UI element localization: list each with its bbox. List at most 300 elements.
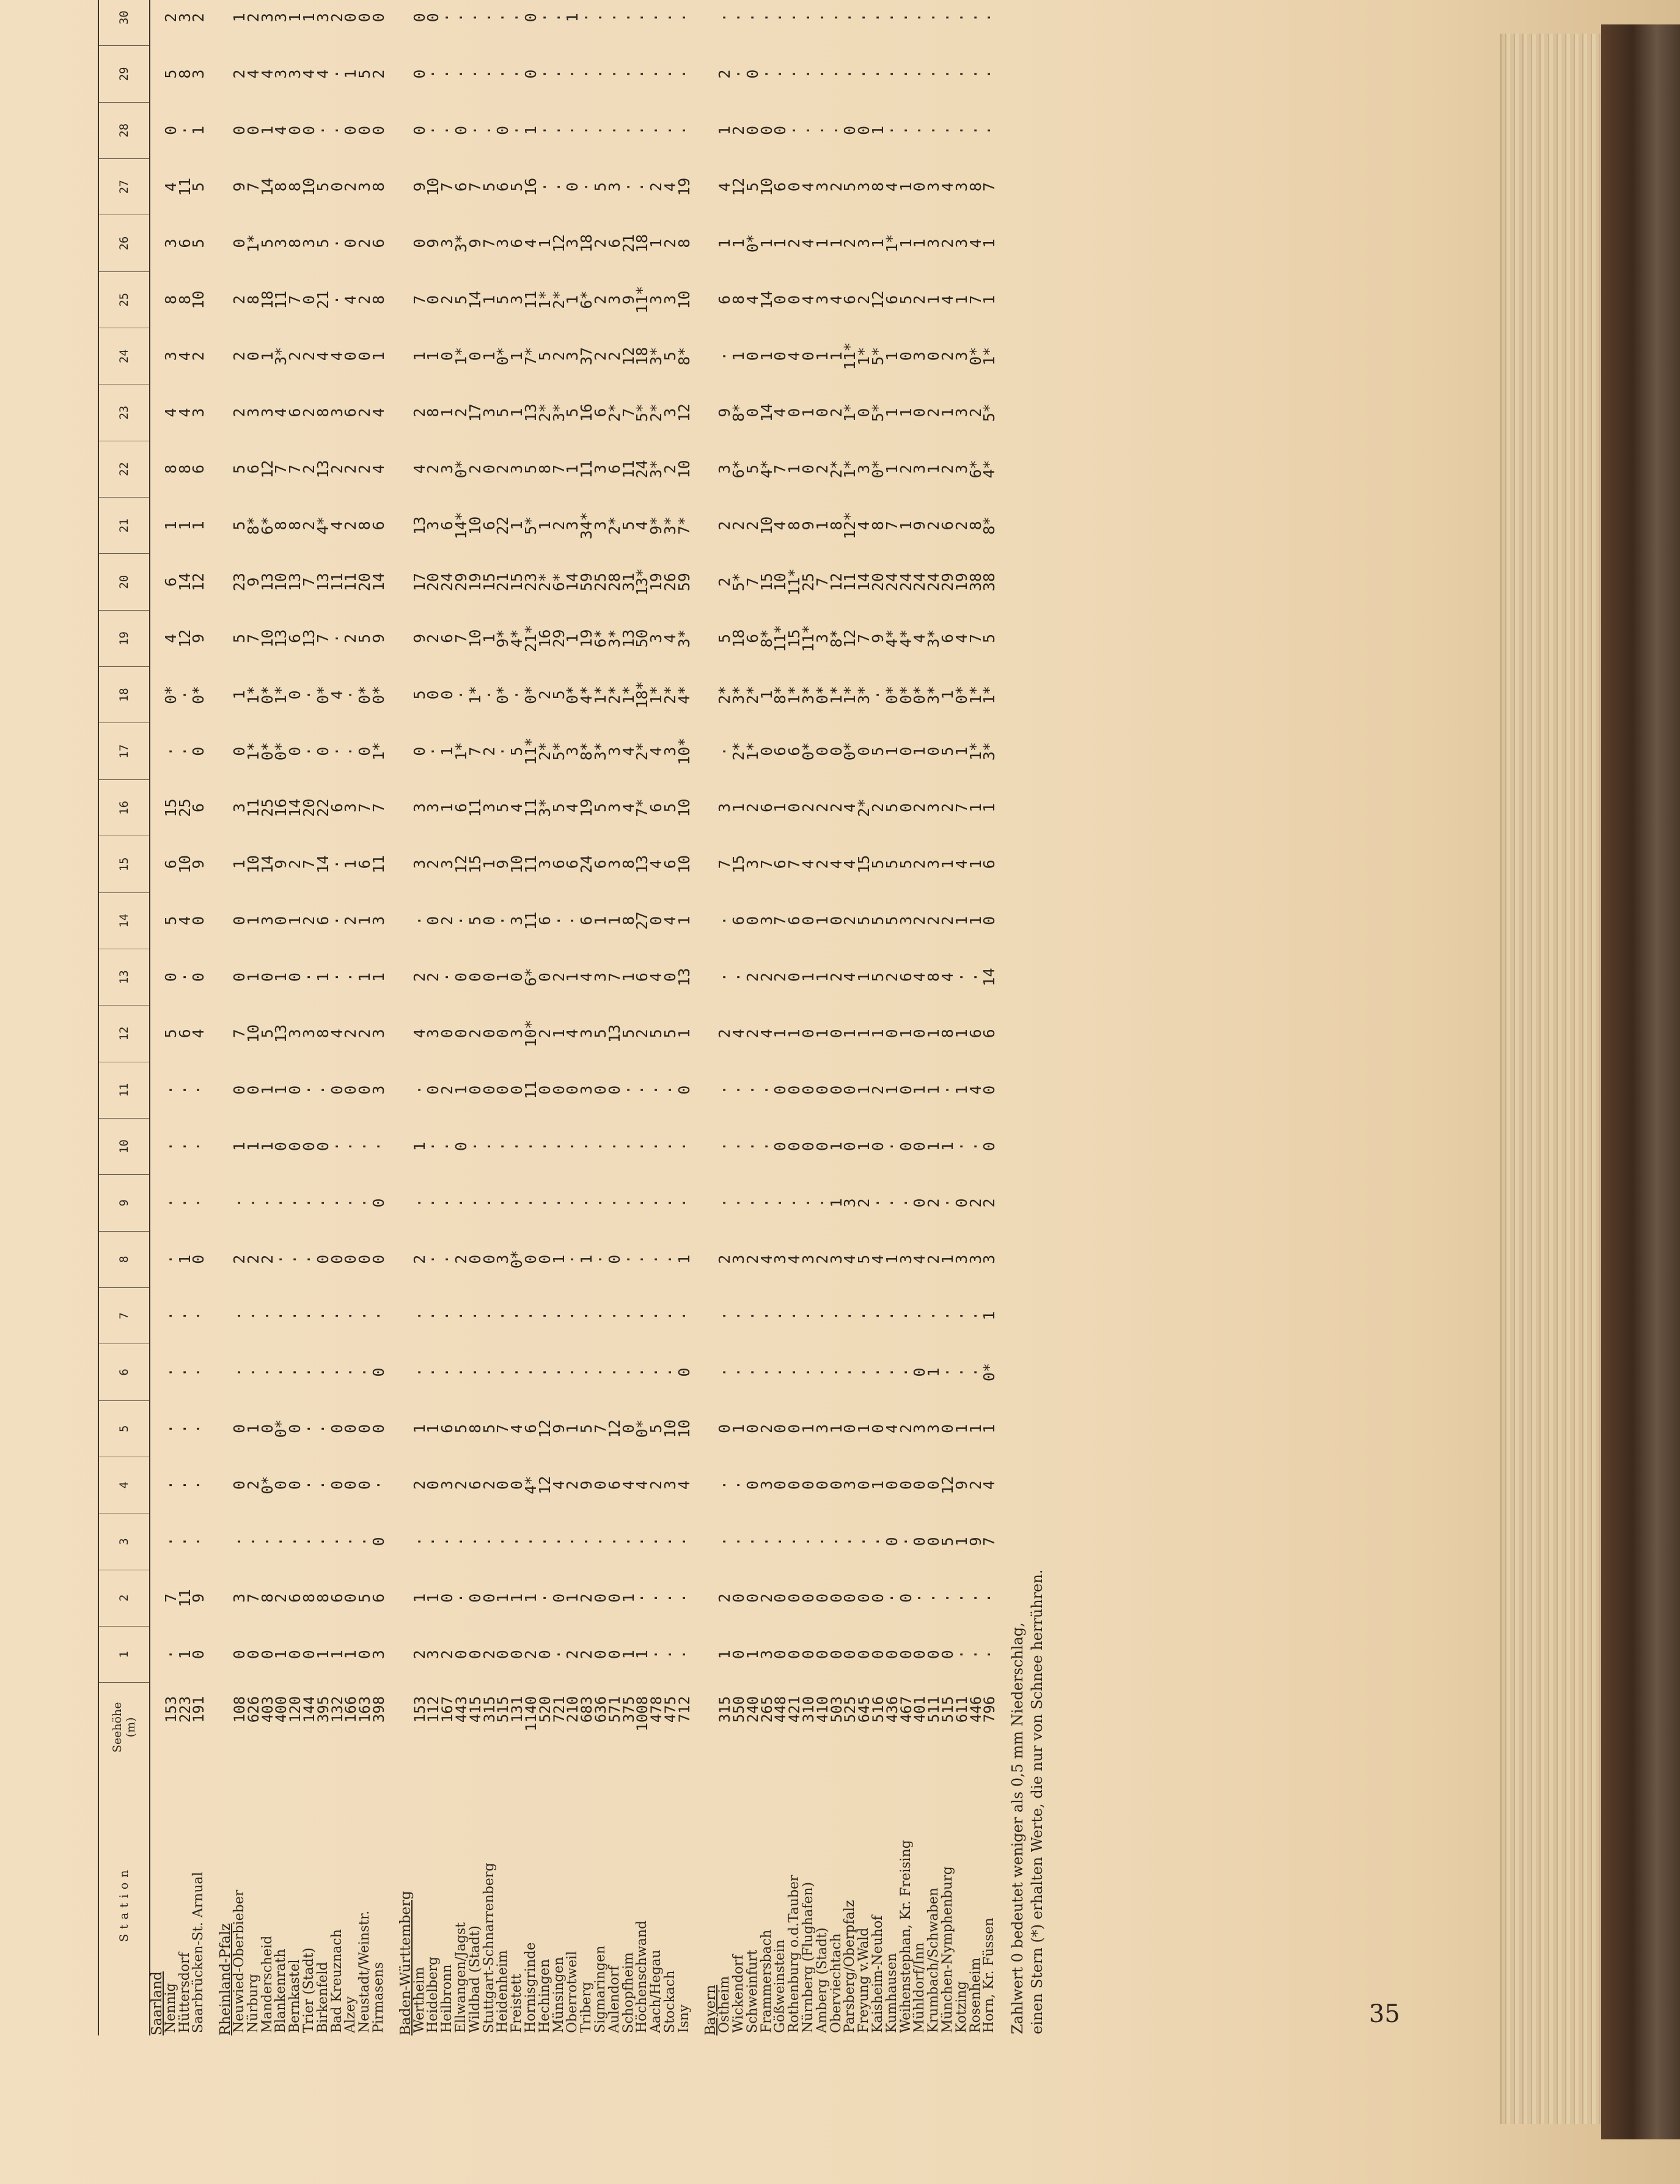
- precipitation-value: 5: [230, 521, 248, 531]
- precipitation-value: ·: [771, 13, 790, 23]
- precipitation-value: 19: [952, 573, 970, 592]
- precipitation-value: 0: [882, 1650, 901, 1660]
- precipitation-value: 0: [466, 1593, 484, 1603]
- precipitation-value: 0: [841, 1424, 859, 1433]
- precipitation-value: 18: [258, 290, 276, 309]
- precipitation-value: 1: [980, 803, 999, 813]
- precipitation-value: 14: [258, 177, 276, 196]
- precipitation-value: ·: [424, 1311, 442, 1321]
- precipitation-value: 0: [494, 1029, 512, 1039]
- station-name: Münsingen: [551, 1957, 567, 2033]
- precipitation-value: ·: [342, 1142, 360, 1152]
- precipitation-value: 1: [356, 916, 374, 925]
- precipitation-value: 1: [494, 1593, 512, 1603]
- precipitation-value: 0: [424, 1480, 442, 1490]
- precipitation-value: 5: [452, 295, 470, 304]
- precipitation-value: ·: [633, 1367, 651, 1377]
- precipitation-value: 0*: [813, 685, 831, 704]
- precipitation-value: ·: [757, 13, 776, 23]
- precipitation-value: 2: [244, 1254, 262, 1264]
- precipitation-value: ·: [939, 1311, 957, 1321]
- precipitation-value: 0: [438, 351, 457, 361]
- precipitation-value: 8: [369, 295, 387, 304]
- precipitation-value: 0: [785, 1650, 804, 1660]
- precipitation-value: ·: [438, 13, 457, 23]
- precipitation-value: ·: [328, 859, 346, 869]
- precipitation-value: 6: [785, 916, 804, 925]
- precipitation-value: 2*: [827, 460, 845, 479]
- precipitation-value: 1: [939, 408, 957, 417]
- precipitation-value: 1: [244, 916, 262, 925]
- day-column-header: 15: [98, 836, 150, 892]
- precipitation-value: 0: [508, 1480, 526, 1490]
- precipitation-value: 38: [980, 573, 999, 592]
- precipitation-value: 11: [369, 855, 387, 873]
- precipitation-value: ·: [438, 1142, 457, 1152]
- precipitation-value: ·: [480, 1537, 498, 1546]
- precipitation-value: 0: [771, 351, 790, 361]
- precipitation-value: 0: [466, 1085, 484, 1095]
- precipitation-value: 1: [356, 973, 374, 982]
- precipitation-value: ·: [661, 1085, 679, 1095]
- precipitation-value: 3: [841, 1480, 859, 1490]
- precipitation-value: 3: [161, 351, 180, 361]
- precipitation-value: 0: [911, 408, 929, 417]
- precipitation-value: 0: [743, 916, 761, 925]
- station-name: Sigmaringen: [592, 1945, 608, 2033]
- precipitation-value: 13: [258, 573, 276, 592]
- precipitation-value: 1: [813, 521, 831, 531]
- precipitation-value: 2: [342, 633, 360, 643]
- precipitation-value: ·: [799, 1537, 818, 1546]
- precipitation-value: 3: [925, 182, 943, 192]
- precipitation-value: 8: [272, 182, 290, 192]
- precipitation-value: 6*: [966, 460, 985, 479]
- precipitation-value: ·: [619, 1537, 637, 1546]
- precipitation-value: 0: [258, 1424, 276, 1433]
- station-height: 131: [508, 1696, 526, 1723]
- precipitation-value: ·: [730, 1367, 748, 1377]
- station-name: Aulendorf: [606, 1965, 622, 2033]
- precipitation-value: 2: [258, 1254, 276, 1264]
- precipitation-value: ·: [175, 1085, 194, 1095]
- station-height: 112: [425, 1696, 442, 1723]
- day-column-header: 16: [98, 779, 150, 836]
- precipitation-value: ·: [619, 1198, 637, 1208]
- table-row: [913, 0, 927, 2035]
- precipitation-value: 1: [897, 408, 915, 417]
- precipitation-value: ·: [661, 1142, 679, 1152]
- precipitation-value: ·: [675, 125, 693, 135]
- precipitation-value: ·: [508, 1537, 526, 1546]
- precipitation-value: 2: [494, 464, 512, 474]
- precipitation-value: 1: [480, 633, 498, 643]
- day-column-header: 20: [98, 554, 150, 610]
- precipitation-value: 3: [480, 408, 498, 417]
- precipitation-value: 4: [508, 1424, 526, 1433]
- precipitation-value: 2: [230, 351, 248, 361]
- precipitation-value: ·: [730, 1142, 748, 1152]
- precipitation-value: 2: [410, 973, 428, 982]
- precipitation-value: ·: [244, 1311, 262, 1321]
- precipitation-value: 3: [563, 521, 582, 531]
- precipitation-value: ·: [161, 1424, 180, 1433]
- station-column-header: Station: [98, 1771, 150, 2035]
- station-height: 108: [230, 1696, 248, 1723]
- precipitation-value: 0: [410, 238, 428, 248]
- precipitation-value: ·: [161, 1142, 180, 1152]
- precipitation-value: 15: [730, 855, 748, 873]
- precipitation-value: 9: [911, 521, 929, 531]
- precipitation-value: 1: [939, 690, 957, 700]
- precipitation-value: 6*: [258, 516, 276, 535]
- region-spacer: [691, 0, 704, 2035]
- precipitation-value: 2: [578, 1650, 596, 1660]
- precipitation-value: 6: [605, 1480, 623, 1490]
- station-height: 315: [716, 1696, 734, 1723]
- precipitation-value: ·: [369, 1480, 387, 1490]
- precipitation-value: ·: [591, 1142, 609, 1152]
- precipitation-value: 0: [452, 1029, 470, 1039]
- precipitation-value: ·: [897, 125, 915, 135]
- precipitation-value: ·: [508, 1142, 526, 1152]
- precipitation-value: ·: [743, 13, 761, 23]
- precipitation-value: 4: [939, 973, 957, 982]
- precipitation-value: ·: [633, 1537, 651, 1546]
- precipitation-value: 1: [369, 973, 387, 982]
- precipitation-value: 0: [799, 1480, 818, 1490]
- precipitation-value: 4: [563, 1029, 582, 1039]
- precipitation-value: 1: [189, 125, 208, 135]
- precipitation-value: 0: [799, 1650, 818, 1660]
- precipitation-value: ·: [189, 1480, 208, 1490]
- precipitation-value: 12: [841, 629, 859, 648]
- precipitation-value: 0*: [369, 685, 387, 704]
- precipitation-value: 4: [799, 238, 818, 248]
- precipitation-value: 7: [952, 803, 970, 813]
- precipitation-value: 1*: [966, 742, 985, 761]
- precipitation-value: 5: [869, 859, 887, 869]
- precipitation-value: 1: [911, 238, 929, 248]
- station-name: Aach/Hegau: [648, 1949, 664, 2033]
- precipitation-value: ·: [591, 1311, 609, 1321]
- precipitation-value: 5: [508, 182, 526, 192]
- precipitation-value: 3*: [605, 629, 623, 648]
- precipitation-value: 4: [675, 1480, 693, 1490]
- precipitation-value: 12: [939, 1476, 957, 1495]
- precipitation-value: 3: [966, 1254, 985, 1264]
- precipitation-value: 2: [480, 1650, 498, 1660]
- precipitation-value: 20: [356, 573, 374, 592]
- precipitation-value: 6: [771, 182, 790, 192]
- precipitation-value: 4: [661, 182, 679, 192]
- precipitation-value: ·: [480, 690, 498, 700]
- precipitation-value: 10: [757, 516, 776, 535]
- precipitation-value: 3: [563, 746, 582, 756]
- precipitation-value: 5: [161, 69, 180, 79]
- precipitation-value: ·: [716, 1311, 734, 1321]
- precipitation-value: ·: [925, 69, 943, 79]
- precipitation-value: 0*: [841, 742, 859, 761]
- station-height: 645: [856, 1696, 873, 1723]
- station-height: 712: [675, 1696, 693, 1723]
- table-row: [760, 0, 774, 2035]
- precipitation-value: 2: [661, 238, 679, 248]
- precipitation-value: ·: [314, 1537, 332, 1546]
- precipitation-value: 6: [535, 916, 554, 925]
- day-column-header: 19: [98, 610, 150, 666]
- precipitation-value: 0: [785, 803, 804, 813]
- precipitation-value: ·: [286, 1254, 304, 1264]
- precipitation-value: 38: [966, 573, 985, 592]
- station-name: Neustadt/Weinstr.: [357, 1910, 373, 2033]
- precipitation-value: ·: [328, 1311, 346, 1321]
- precipitation-value: ·: [882, 1198, 901, 1208]
- precipitation-value: 3*: [272, 347, 290, 366]
- precipitation-value: 0: [342, 1254, 360, 1264]
- precipitation-value: 0: [925, 1480, 943, 1490]
- precipitation-value: 11: [521, 1081, 540, 1100]
- precipitation-value: 1: [508, 1593, 526, 1603]
- precipitation-value: 1: [272, 973, 290, 982]
- precipitation-value: ·: [299, 1537, 318, 1546]
- precipitation-value: 1: [771, 803, 790, 813]
- precipitation-value: 2: [286, 351, 304, 361]
- precipitation-value: 0*: [633, 1419, 651, 1438]
- day-column-header: 8: [98, 1231, 150, 1287]
- precipitation-value: ·: [925, 1311, 943, 1321]
- precipitation-value: ·: [743, 1085, 761, 1095]
- station-name: Blankenrath: [273, 1949, 289, 2033]
- precipitation-value: 0: [827, 1480, 845, 1490]
- precipitation-value: ·: [480, 1311, 498, 1321]
- precipitation-value: 2: [563, 1650, 582, 1660]
- precipitation-value: 5: [591, 182, 609, 192]
- precipitation-value: ·: [675, 1311, 693, 1321]
- precipitation-value: 1: [286, 916, 304, 925]
- precipitation-value: ·: [633, 1311, 651, 1321]
- precipitation-value: 1: [911, 746, 929, 756]
- precipitation-value: ·: [647, 1593, 666, 1603]
- precipitation-value: 5*: [980, 403, 999, 422]
- precipitation-value: ·: [619, 1142, 637, 1152]
- precipitation-value: 0*: [272, 742, 290, 761]
- precipitation-value: 2: [328, 13, 346, 23]
- precipitation-value: 18: [730, 629, 748, 648]
- precipitation-value: 8*: [771, 685, 790, 704]
- precipitation-value: 1: [897, 238, 915, 248]
- precipitation-value: 4: [189, 1029, 208, 1039]
- precipitation-value: 8*: [244, 516, 262, 535]
- precipitation-value: ·: [675, 1650, 693, 1660]
- table-row: [288, 0, 303, 2035]
- precipitation-value: 14*: [452, 512, 470, 540]
- precipitation-value: 4: [799, 859, 818, 869]
- precipitation-value: 4: [161, 633, 180, 643]
- precipitation-value: 0: [410, 746, 428, 756]
- precipitation-value: 8*: [675, 347, 693, 366]
- precipitation-value: 18: [633, 347, 651, 366]
- region-heading: Baden-Württemberg: [397, 1891, 414, 2035]
- precipitation-value: ·: [328, 1537, 346, 1546]
- precipitation-value: 0*: [799, 742, 818, 761]
- precipitation-value: 2: [591, 238, 609, 248]
- precipitation-value: 0: [356, 746, 374, 756]
- precipitation-value: ·: [549, 69, 568, 79]
- precipitation-value: 1: [966, 859, 985, 869]
- precipitation-value: 3: [757, 1650, 776, 1660]
- precipitation-value: 3*: [647, 347, 666, 366]
- precipitation-value: ·: [328, 69, 346, 79]
- precipitation-value: ·: [743, 1311, 761, 1321]
- precipitation-value: 2: [342, 521, 360, 531]
- precipitation-value: 0: [299, 1142, 318, 1152]
- precipitation-value: ·: [675, 1537, 693, 1546]
- precipitation-value: ·: [328, 1367, 346, 1377]
- precipitation-value: 8*: [757, 629, 776, 648]
- station-height: 265: [758, 1696, 776, 1723]
- precipitation-value: 1: [258, 125, 276, 135]
- precipitation-value: ·: [869, 1311, 887, 1321]
- precipitation-value: 0*: [452, 460, 470, 479]
- station-height: 120: [287, 1696, 304, 1723]
- precipitation-value: ·: [661, 1537, 679, 1546]
- precipitation-value: 7: [299, 577, 318, 587]
- precipitation-value: ·: [410, 1085, 428, 1095]
- precipitation-value: 5*: [869, 403, 887, 422]
- precipitation-value: 3: [911, 351, 929, 361]
- precipitation-value: 1: [369, 351, 387, 361]
- precipitation-value: 2: [841, 916, 859, 925]
- precipitation-value: 4: [342, 295, 360, 304]
- station-name: Wertheim: [411, 1966, 427, 2033]
- precipitation-value: 1*: [535, 290, 554, 309]
- precipitation-value: 4*: [757, 460, 776, 479]
- day-column-header: 3: [98, 1513, 150, 1570]
- table-row: [441, 0, 455, 2035]
- precipitation-value: 3: [342, 803, 360, 813]
- precipitation-value: 1*: [244, 685, 262, 704]
- precipitation-value: 0: [799, 464, 818, 474]
- precipitation-value: 12: [258, 460, 276, 479]
- precipitation-value: 6: [647, 803, 666, 813]
- precipitation-value: 1: [757, 351, 776, 361]
- precipitation-value: 4: [619, 803, 637, 813]
- precipitation-value: 3*: [925, 629, 943, 648]
- precipitation-value: 2: [549, 973, 568, 982]
- precipitation-value: 0: [244, 1085, 262, 1095]
- precipitation-value: 3: [369, 1650, 387, 1660]
- precipitation-value: 3: [813, 295, 831, 304]
- precipitation-value: 3: [605, 746, 623, 756]
- precipitation-value: ·: [633, 125, 651, 135]
- precipitation-value: ·: [661, 1593, 679, 1603]
- precipitation-value: 11: [175, 1589, 194, 1608]
- table-row: [164, 0, 178, 2035]
- precipitation-value: ·: [328, 125, 346, 135]
- precipitation-value: 5*: [869, 347, 887, 366]
- precipitation-value: 2: [578, 1593, 596, 1603]
- precipitation-value: 0: [189, 746, 208, 756]
- precipitation-value: ·: [328, 1142, 346, 1152]
- precipitation-value: 2: [827, 803, 845, 813]
- precipitation-value: ·: [535, 125, 554, 135]
- precipitation-value: 3*: [647, 460, 666, 479]
- precipitation-value: 4: [647, 973, 666, 982]
- precipitation-value: ·: [563, 1254, 582, 1264]
- precipitation-value: 2: [410, 1480, 428, 1490]
- station-name: Parsberg/Oberpfalz: [842, 1900, 858, 2033]
- precipitation-value: 29: [452, 573, 470, 592]
- precipitation-value: ·: [841, 69, 859, 79]
- precipitation-value: 8: [869, 182, 887, 192]
- precipitation-table: [98, 0, 997, 2035]
- precipitation-value: 1*: [966, 685, 985, 704]
- precipitation-value: 0*: [869, 460, 887, 479]
- precipitation-value: 6: [966, 1029, 985, 1039]
- precipitation-value: ·: [952, 1650, 970, 1660]
- station-name: Hornisgrinde: [523, 1942, 538, 2033]
- precipitation-value: 0: [189, 1254, 208, 1264]
- precipitation-value: ·: [342, 973, 360, 982]
- precipitation-value: 0: [743, 351, 761, 361]
- precipitation-value: 6: [757, 803, 776, 813]
- precipitation-value: ·: [952, 1142, 970, 1152]
- precipitation-value: 2*: [605, 516, 623, 535]
- precipitation-value: 2: [342, 916, 360, 925]
- precipitation-value: 4*: [897, 629, 915, 648]
- precipitation-value: 3: [369, 916, 387, 925]
- precipitation-value: 1: [813, 238, 831, 248]
- precipitation-value: 9: [716, 408, 734, 417]
- precipitation-value: 4: [647, 746, 666, 756]
- precipitation-value: 1: [342, 1650, 360, 1660]
- station-name: Stockach: [662, 1970, 678, 2033]
- precipitation-value: ·: [299, 690, 318, 700]
- region-heading-row: [219, 0, 233, 2035]
- precipitation-value: 0: [494, 1085, 512, 1095]
- precipitation-value: 0: [939, 1424, 957, 1433]
- station-height: 467: [897, 1696, 915, 1723]
- station-height: 415: [466, 1696, 484, 1723]
- precipitation-value: ·: [521, 1311, 540, 1321]
- precipitation-value: 3: [189, 408, 208, 417]
- precipitation-value: 1: [925, 1367, 943, 1377]
- station-name: Weihenstephan, Kr. Freising: [898, 1840, 914, 2033]
- precipitation-value: 3: [314, 13, 332, 23]
- precipitation-value: ·: [757, 1367, 776, 1377]
- station-height: 511: [925, 1696, 943, 1723]
- precipitation-value: ·: [966, 13, 985, 23]
- precipitation-value: 0: [605, 1593, 623, 1603]
- precipitation-value: 0: [841, 125, 859, 135]
- precipitation-value: 1: [980, 1424, 999, 1433]
- precipitation-value: 21*: [521, 624, 540, 653]
- precipitation-value: ·: [175, 690, 194, 700]
- precipitation-value: 8: [356, 521, 374, 531]
- precipitation-value: 0: [230, 1480, 248, 1490]
- precipitation-value: 0: [286, 125, 304, 135]
- precipitation-value: 2: [591, 351, 609, 361]
- precipitation-value: 9: [189, 633, 208, 643]
- station-height: 516: [870, 1696, 887, 1723]
- precipitation-value: 12*: [841, 512, 859, 540]
- precipitation-value: 0: [855, 125, 873, 135]
- precipitation-value: 0*: [258, 1476, 276, 1495]
- precipitation-value: 4: [328, 351, 346, 361]
- precipitation-value: ·: [716, 973, 734, 982]
- table-row: [317, 0, 331, 2035]
